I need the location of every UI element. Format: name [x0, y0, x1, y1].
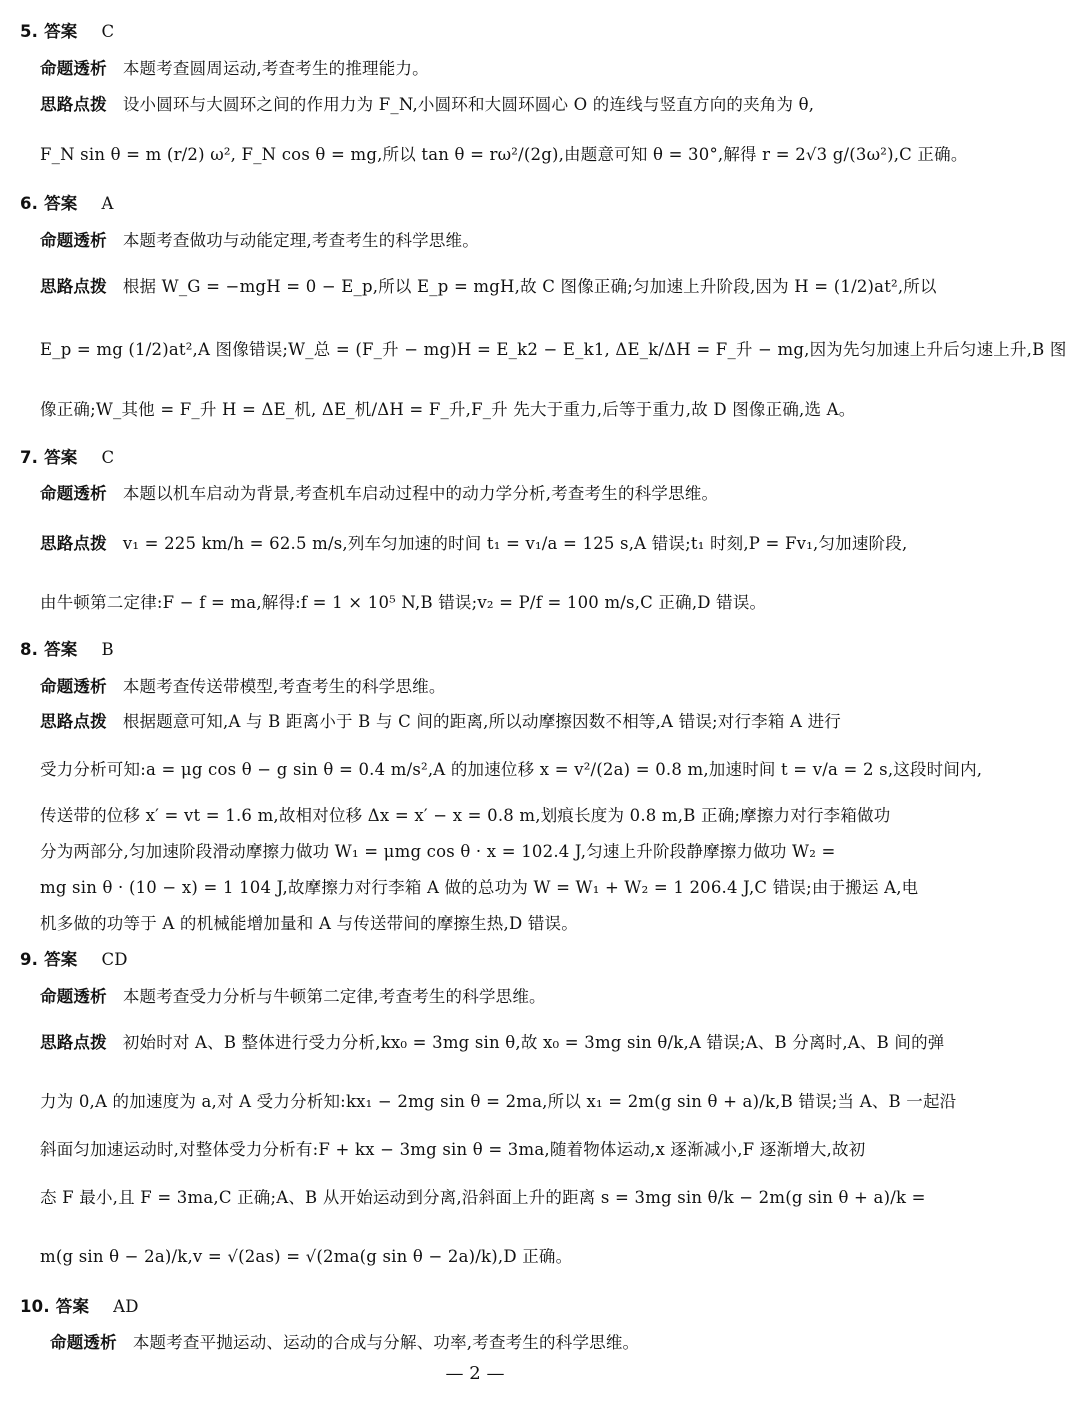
answer-label: 答案: [44, 448, 78, 467]
item-6-hint-line-1: [40, 275, 937, 299]
analysis-label: 命题透析: [40, 231, 107, 250]
analysis-label: 命题透析: [40, 484, 107, 503]
answer-value: AD: [113, 1297, 139, 1316]
hint-label: 思路点拨: [40, 534, 107, 553]
item-6-answer-header: [20, 192, 928, 216]
answer-value: C: [101, 22, 115, 41]
analysis-label: 命题透析: [40, 677, 107, 696]
answer-label: 答案: [55, 1297, 90, 1316]
answer-value: CD: [101, 950, 128, 969]
item-7-analysis: [40, 482, 928, 506]
item-6-hint-line-2: E_p = mg (1/2)at²,A 图像错误;W_总 = (F_升 − mg)H = E_k2 − E_k1, ΔE_k/ΔH = F_升 − mg,因为先匀加速上升后匀速上升,B 图: [40, 340, 1067, 359]
answer-label: 答案: [44, 194, 78, 213]
answer-value: A: [101, 194, 114, 213]
analysis-text: 本题以机车启动为背景,考查机车启动过程中的动力学分析,考查考生的科学思维。: [122, 484, 719, 503]
item-10-analysis: [50, 1331, 928, 1355]
item-8-hint-line-6: 机多做的功等于 A 的机械能增加量和 A 与传送带间的摩擦生热,D 错误。: [40, 914, 578, 933]
item-8-hint-line-5: mg sin θ · (10 − x) = 1 104 J,故摩擦力对行李箱 A 做的总功为 W = W₁ + W₂ = 1 206.4 J,C 错误;由于搬运 A,电: [40, 878, 919, 897]
hint-label: 思路点拨: [40, 1033, 107, 1052]
item-number: 10.: [20, 1297, 50, 1316]
answer-value: C: [101, 448, 115, 467]
hint-text: 根据题意可知,A 与 B 距离小于 B 与 C 间的距离,所以动摩擦因数不相等,A 错误;对行李箱 A 进行: [122, 712, 841, 731]
item-6-hint-line-3: 像正确;W_其他 = F_升 H = ΔE_机, ΔE_机/ΔH = F_升,F_升 先大于重力,后等于重力,故 D 图像正确,选 A。: [40, 400, 856, 419]
item-8-answer-header: [20, 638, 928, 662]
item-8-hint-line-1: [40, 710, 928, 734]
analysis-text: 本题考查受力分析与牛顿第二定律,考查考生的科学思维。: [122, 987, 546, 1006]
hint-text: v₁ = 225 km/h = 62.5 m/s,列车匀加速的时间 t₁ = v₁/a = 125 s,A 错误;t₁ 时刻,P = Fv₁,匀加速阶段,: [122, 534, 908, 553]
item-5-hint-line-2: F_N sin θ = m (r/2) ω², F_N cos θ = mg,所以 tan θ = rω²/(2g),由题意可知 θ = 30°,解得 r = 2√3 g/(3ω²),C 正确。: [40, 145, 968, 164]
item-9-hint-line-4: 态 F 最小,且 F = 3ma,C 正确;A、B 从开始运动到分离,沿斜面上升的距离 s = 3mg sin θ/k − 2m(g sin θ + a)/k =: [40, 1188, 926, 1207]
item-5-answer-header: [20, 20, 928, 44]
item-9-answer-header: [20, 948, 928, 972]
item-number: 6.: [20, 194, 39, 213]
item-8-hint-line-3: 传送带的位移 x′ = vt = 1.6 m,故相对位移 Δx = x′ − x = 0.8 m,划痕长度为 0.8 m,B 正确;摩擦力对行李箱做功: [40, 806, 891, 825]
item-7-answer-header: [20, 446, 928, 470]
hint-label: 思路点拨: [40, 712, 107, 731]
item-8-hint-line-2: 受力分析可知:a = μg cos θ − g sin θ = 0.4 m/s²,A 的加速位移 x = v²/(2a) = 0.8 m,加速时间 t = v/a = 2 s,这段时间内,: [40, 760, 983, 779]
item-number: 7.: [20, 448, 39, 467]
item-number: 5.: [20, 22, 39, 41]
analysis-label: 命题透析: [50, 1333, 117, 1352]
answer-label: 答案: [44, 640, 78, 659]
item-5-analysis: [40, 57, 928, 81]
item-number: 8.: [20, 640, 39, 659]
item-9-hint-line-2: 力为 0,A 的加速度为 a,对 A 受力分析知:kx₁ − 2mg sin θ = 2ma,所以 x₁ = 2m(g sin θ + a)/k,B 错误;当 A、B 一起沿: [40, 1092, 957, 1111]
item-9-hint-line-1: [40, 1031, 945, 1055]
item-9-hint-line-5: m(g sin θ − 2a)/k,v = √(2as) = √(2ma(g sin θ − 2a)/k),D 正确。: [40, 1247, 573, 1266]
analysis-text: 本题考查圆周运动,考查考生的推理能力。: [122, 59, 429, 78]
page-number: — 2 —: [445, 1363, 505, 1384]
analysis-text: 本题考查传送带模型,考查考生的科学思维。: [122, 677, 446, 696]
item-7-hint-line-1: [40, 532, 928, 556]
answer-label: 答案: [44, 950, 78, 969]
item-9-analysis: [40, 985, 928, 1009]
answer-label: 答案: [44, 22, 78, 41]
hint-text: 设小圆环与大圆环之间的作用力为 F_N,小圆环和大圆环圆心 O 的连线与竖直方向的夹角为 θ,: [122, 95, 815, 114]
hint-label: 思路点拨: [40, 277, 107, 296]
hint-text: 根据 W_G = −mgH = 0 − E_p,所以 E_p = mgH,故 C 图像正确;匀加速上升阶段,因为 H = (1/2)at²,所以: [122, 277, 937, 296]
analysis-label: 命题透析: [40, 987, 107, 1006]
item-10-answer-header: [20, 1295, 928, 1319]
analysis-label: 命题透析: [40, 59, 107, 78]
analysis-text: 本题考查平抛运动、运动的合成与分解、功率,考查考生的科学思维。: [132, 1333, 640, 1352]
item-5-hint-line-1: [40, 93, 928, 117]
answer-value: B: [101, 640, 114, 659]
hint-label: 思路点拨: [40, 95, 107, 114]
hint-text: 初始时对 A、B 整体进行受力分析,kx₀ = 3mg sin θ,故 x₀ = 3mg sin θ/k,A 错误;A、B 分离时,A、B 间的弹: [122, 1033, 945, 1052]
item-9-hint-line-3: 斜面匀加速运动时,对整体受力分析有:F + kx − 3mg sin θ = 3ma,随着物体运动,x 逐渐减小,F 逐渐增大,故初: [40, 1140, 866, 1159]
item-8-hint-line-4: 分为两部分,匀加速阶段滑动摩擦力做功 W₁ = μmg cos θ · x = 102.4 J,匀速上升阶段静摩擦力做功 W₂ =: [40, 842, 836, 861]
item-6-analysis: [40, 229, 928, 253]
analysis-text: 本题考查做功与动能定理,考查考生的科学思维。: [122, 231, 479, 250]
item-number: 9.: [20, 950, 39, 969]
item-8-analysis: [40, 675, 928, 699]
item-7-hint-line-2: 由牛顿第二定律:F − f = ma,解得:f = 1 × 10⁵ N,B 错误;v₂ = P/f = 100 m/s,C 正确,D 错误。: [40, 593, 767, 612]
